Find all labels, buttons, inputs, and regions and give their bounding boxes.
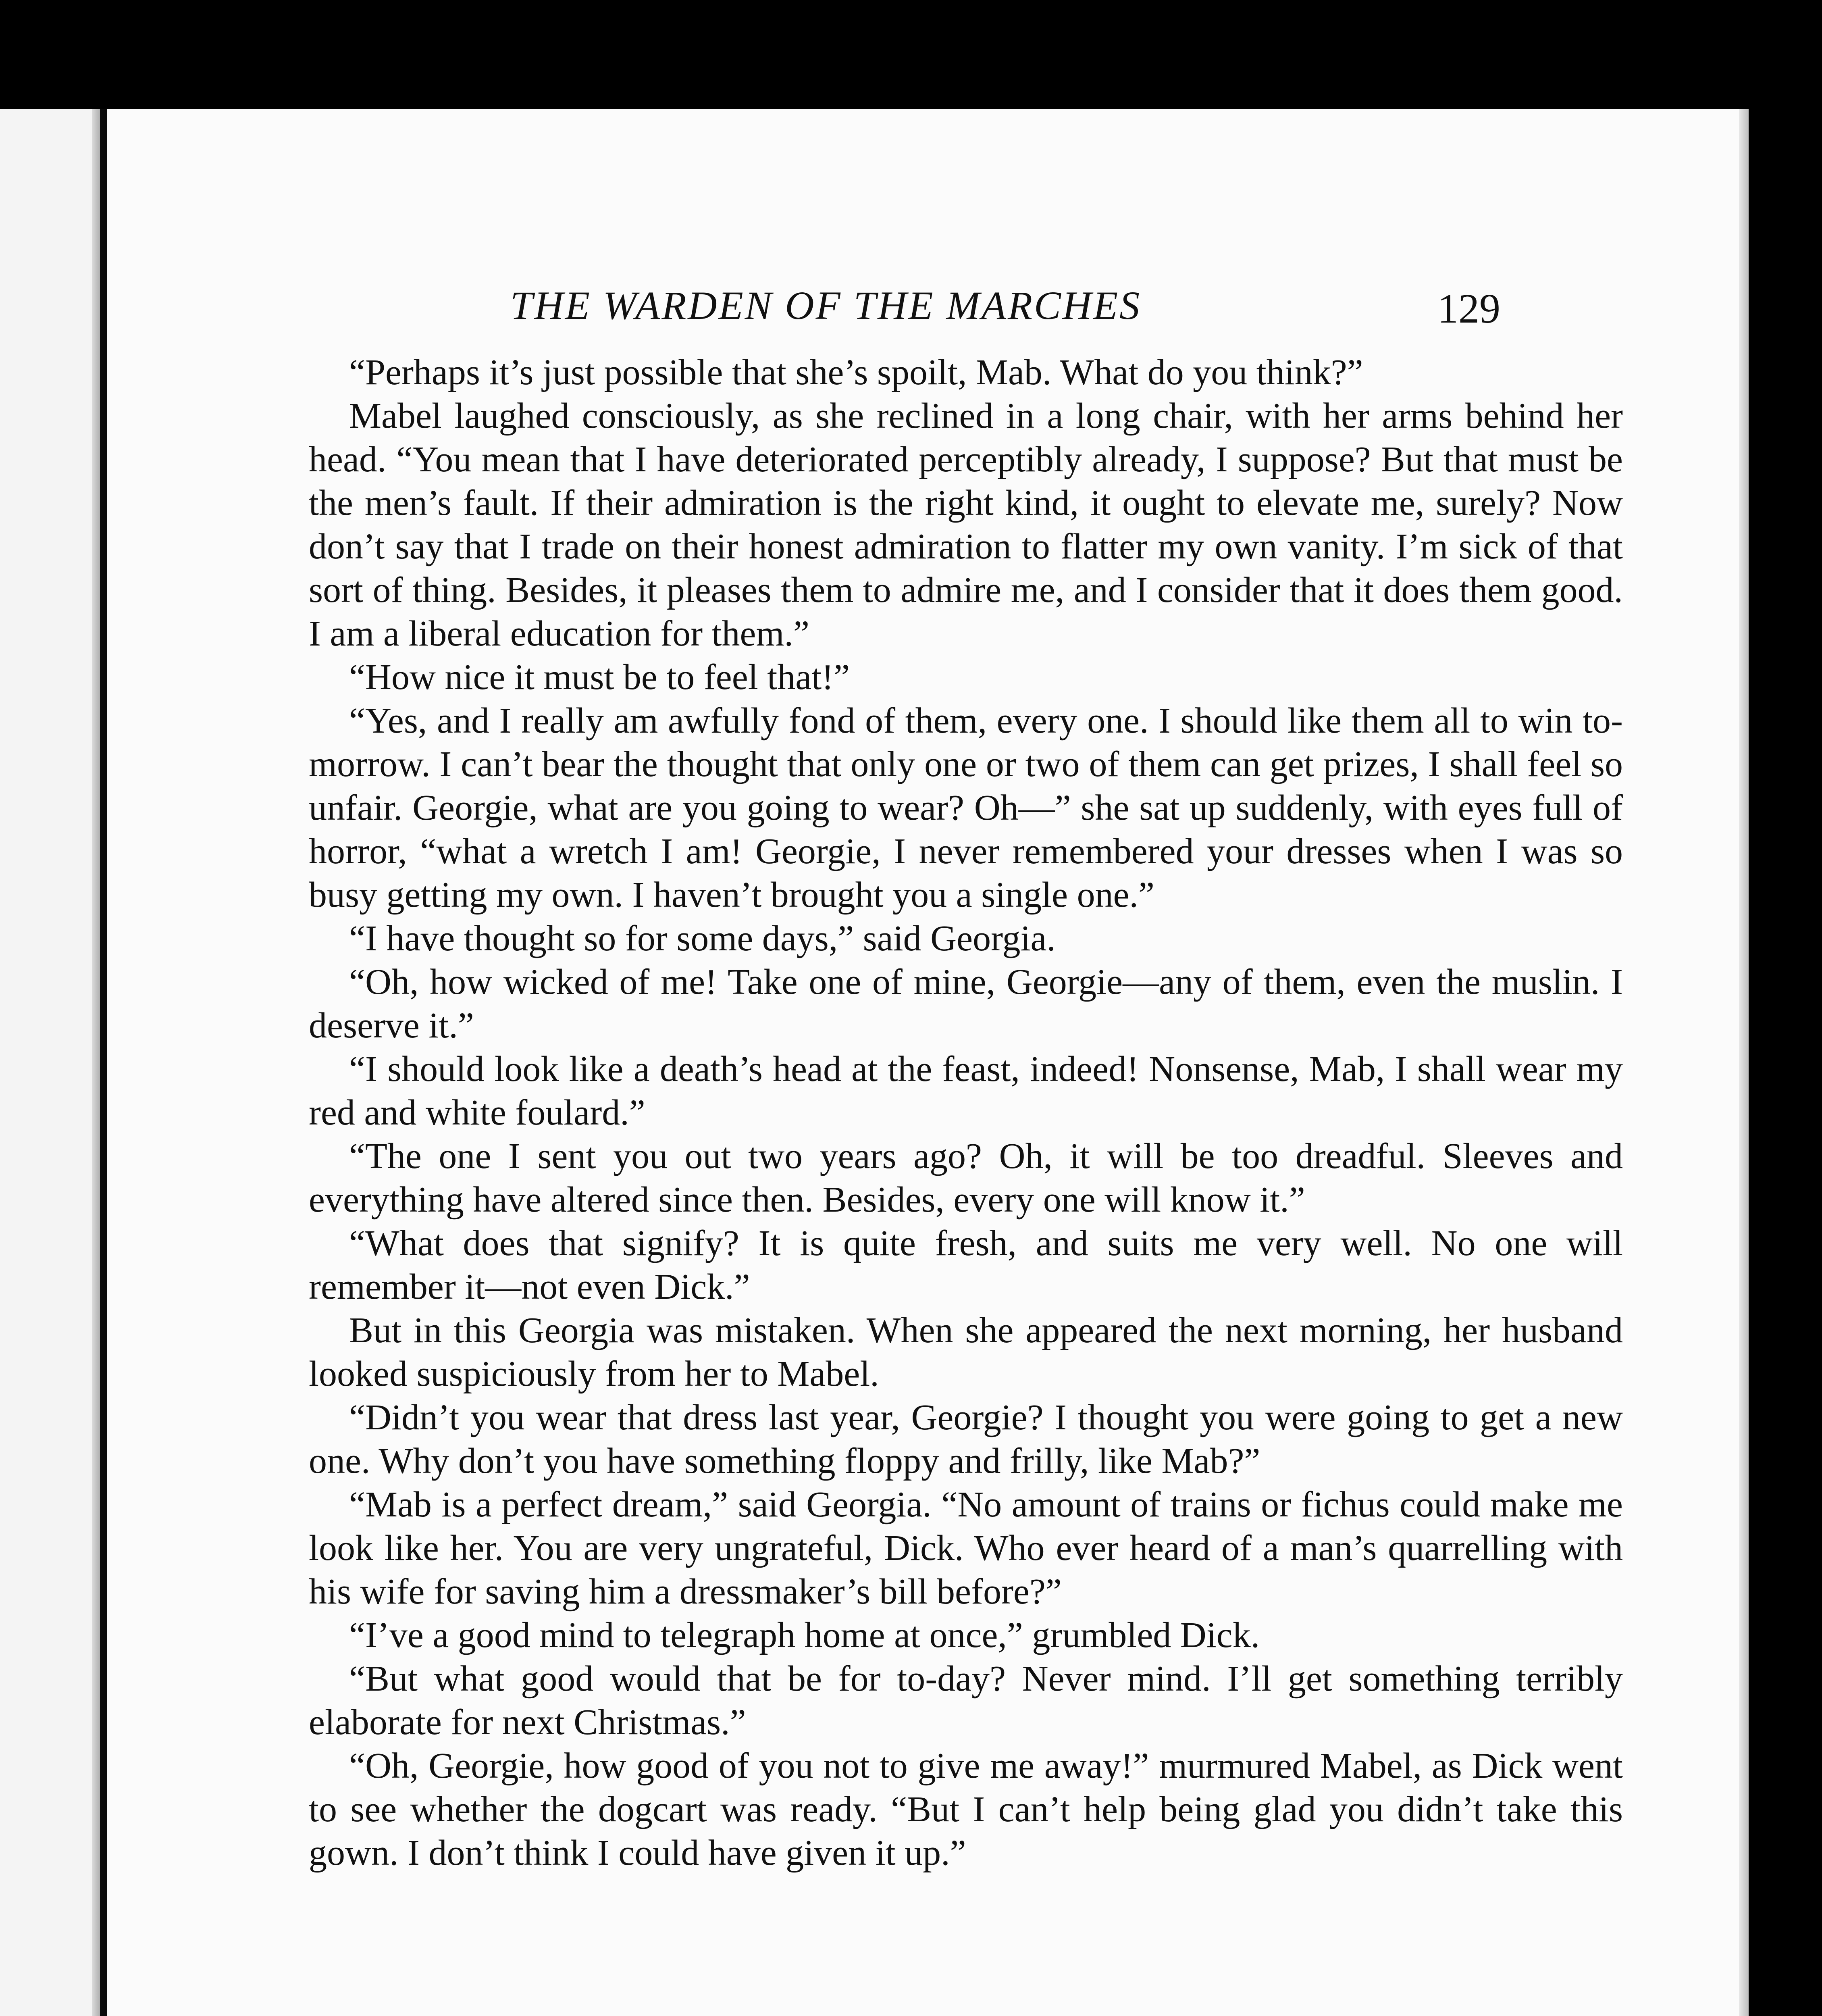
gutter-shadow bbox=[92, 109, 108, 2016]
book-page bbox=[107, 109, 1749, 2016]
paragraph: “Perhaps it’s just possible that she’s spoilt, Mab. What do you think?” bbox=[349, 352, 1363, 392]
page-number: 129 bbox=[1437, 285, 1500, 332]
paragraph: “I’ve a good mind to telegraph home at once,” grumbled Dick. bbox=[349, 1615, 1260, 1655]
paragraph: Mabel laughed consciously, as she reclined in a long chair, with her arms behind her head. “You mean that I have deteriorated perceptibly already, I suppose? But that must be the men’s fault. If their admiration is the right kind, it ought to elevate me, surely? Now don’t say that I trade on their honest admiration to flatter my own vanity. I’m sick of that sort of thing. Besides, it pleases them to admire me, and I consider that it does them good. I am a liberal education for them.” bbox=[309, 396, 1623, 654]
body-text bbox=[309, 351, 1623, 1875]
paragraph: “Oh, how wicked of me! Take one of mine, Georgie—any of them, even the muslin. I deserve it.” bbox=[309, 962, 1623, 1045]
page-header bbox=[107, 282, 1749, 343]
facing-page-edge bbox=[0, 109, 107, 2016]
paragraph: “I should look like a death’s head at the feast, indeed! Nonsense, Mab, I shall wear my red and white foulard.” bbox=[309, 1049, 1623, 1133]
paragraph: “How nice it must be to feel that!” bbox=[349, 657, 850, 697]
paragraph: But in this Georgia was mistaken. When she appeared the next morning, her husband looked suspiciously from her to Mabel. bbox=[309, 1310, 1623, 1394]
page-edge bbox=[1739, 109, 1749, 2016]
paragraph: “Oh, Georgie, how good of you not to give me away!” murmured Mabel, as Dick went to see whether the dogcart was ready. “But I can’t help being glad you didn’t take this gown. I don’t think I could have given it up.” bbox=[309, 1746, 1623, 1873]
running-title: THE WARDEN OF THE MARCHES bbox=[510, 283, 1142, 328]
paragraph: “Yes, and I really am awfully fond of them, every one. I should like them all to win to-morrow. I can’t bear the thought that only one or two of them can get prizes, I shall feel so unfair. Georgie, what are you going to wear? Oh—” she sat up suddenly, with eyes full of horror, “what a wretch I am! Georgie, I never remembered your dresses when I was so busy getting my own. I haven’t brought you a single one.” bbox=[309, 701, 1623, 915]
paragraph: “What does that signify? It is quite fresh, and suits me very well. No one will remember it—not even Dick.” bbox=[309, 1223, 1623, 1307]
paragraph: “Didn’t you wear that dress last year, Georgie? I thought you were going to get a new one. Why don’t you have something floppy and frilly, like Mab?” bbox=[309, 1397, 1623, 1481]
paragraph: “The one I sent you out two years ago? Oh, it will be too dreadful. Sleeves and everything have altered since then. Besides, every one will know it.” bbox=[309, 1136, 1623, 1220]
paragraph: “Mab is a perfect dream,” said Georgia. “No amount of trains or fichus could make me look like her. You are very ungrateful, Dick. Who ever heard of a man’s quarrelling with his wife for saving him a dressmaker’s bill before?” bbox=[309, 1485, 1623, 1612]
paragraph: “I have thought so for some days,” said Georgia. bbox=[349, 918, 1056, 958]
paragraph: “But what good would that be for to-day? Never mind. I’ll get something terribly elaborate for next Christmas.” bbox=[309, 1659, 1623, 1742]
